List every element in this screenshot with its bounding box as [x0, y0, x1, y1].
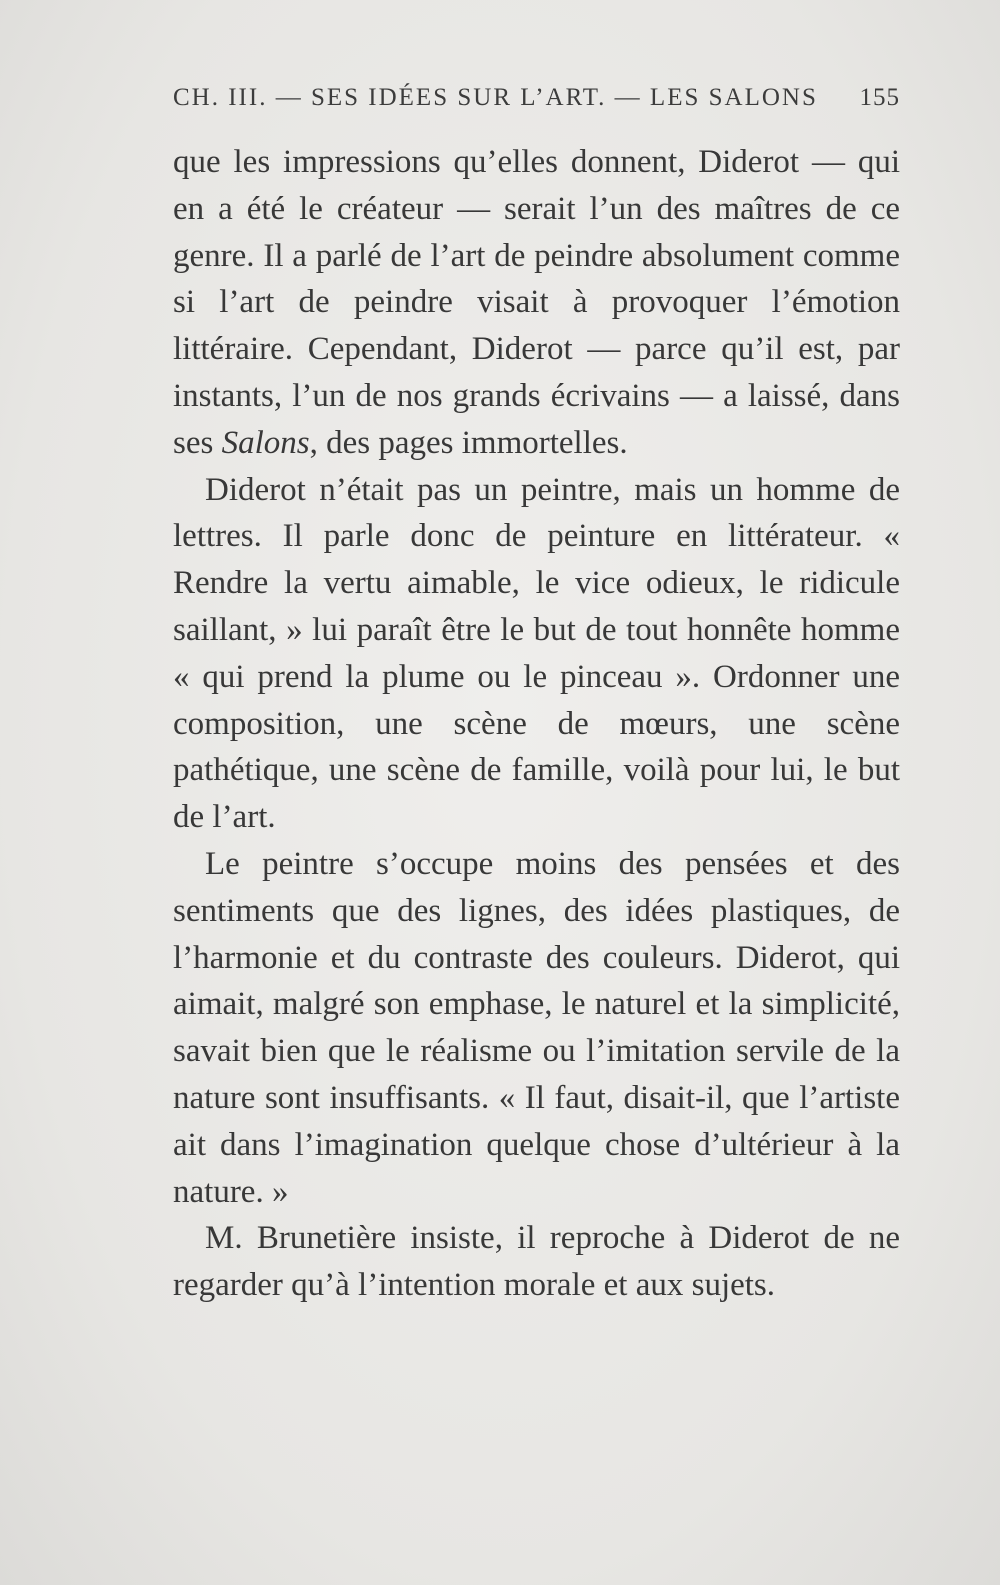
- paragraph-1-text: que les impressions qu’elles donnent, Diderot — qui en a été le créateur — serait l’un des maîtres de ce genre. Il a parlé de l’art de peindre absolument comme si l’art de peindre visait à provoquer l’émotion littéraire. Cependant, Diderot — parce qu’il est, par instants, l’un de nos grands écrivains — a laissé, dans ses: [173, 144, 900, 461]
- paragraph-1: [173, 139, 900, 467]
- paragraph-3: Le peintre s’occupe moins des pensées et des sentiments que des lignes, des idées plastiques, de l’harmonie et du contraste des couleurs. Diderot, qui aimait, malgré son emphase, le naturel et la simplicité, savait bien que le réalisme ou l’imitation servile de la nature sont insuffisants. « Il faut, disait-il, que l’artiste ait dans l’imagination quelque chose d’ultérieur à la nature. »: [173, 845, 900, 1210]
- paragraph-2: Diderot n’était pas un peintre, mais un homme de lettres. Il parle donc de peinture en littérateur. « Rendre la vertu aimable, le vice odieux, le ridicule saillant, » lui paraît être le but de tout honnête homme « qui prend la plume ou le pinceau ». Ordonner une composition, une scène de mœurs, une scène pathétique, une scène de famille, voilà pour lui, le but de l’art.: [173, 471, 900, 836]
- salons-italic: Salons: [221, 424, 310, 461]
- running-title: CH. III. — SES IDÉES SUR L’ART. — LES SALONS: [173, 84, 818, 111]
- paragraph-1-end: , des pages immortelles.: [309, 424, 628, 461]
- page-number: 155: [859, 84, 900, 111]
- body-text: [173, 139, 900, 1309]
- paragraph-4: M. Brunetière insiste, il reproche à Diderot de ne regarder qu’à l’intention morale et aux sujets.: [173, 1220, 900, 1304]
- running-header: [173, 84, 900, 112]
